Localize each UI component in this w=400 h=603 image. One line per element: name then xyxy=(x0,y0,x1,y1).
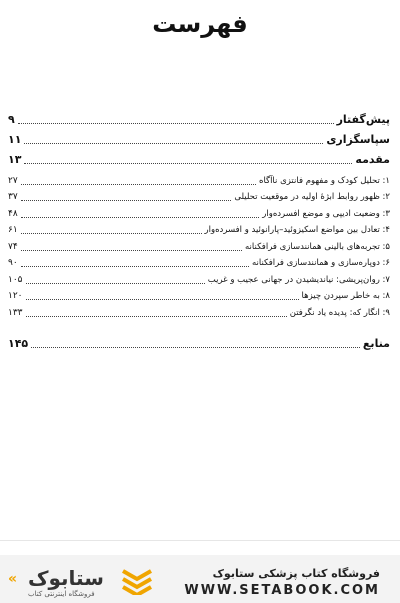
leader-dots xyxy=(21,250,242,251)
leader-dots xyxy=(21,217,260,218)
toc-entry-acknowledgements[interactable] xyxy=(8,132,390,148)
toc-chapter-4[interactable] xyxy=(8,222,390,239)
toc-entry-label: ۹: انگار که: پدیده یاد نگرفتن xyxy=(289,307,390,318)
toc-entry-page: ۹۰ xyxy=(8,258,18,268)
toc-entry-preface[interactable] xyxy=(8,112,390,128)
toc-entry-page: ۱۳۳ xyxy=(8,307,23,318)
toc-entry-label: منابع xyxy=(362,337,390,350)
toc-entry-page: ۳۷ xyxy=(8,192,18,202)
brand-tagline: فروشگاه اینترنتی کتاب xyxy=(28,590,95,598)
toc-entry-label: ۲: ظهور روابط ابژهٔ اولیه در موقعیت تحلیلی xyxy=(234,192,390,202)
leader-dots xyxy=(21,184,256,185)
toc-entry-page: ۱۰۵ xyxy=(8,274,23,285)
toc-entry-label: ۶: دوپاره‌سازی و همانندسازی فرافکنانه xyxy=(251,258,390,268)
toc-chapter-6[interactable] xyxy=(8,255,390,272)
store-url[interactable]: WWW.SETABOOK.COM xyxy=(184,583,380,598)
toc-entry-page: ۱۴۵ xyxy=(8,337,29,350)
toc-top-section xyxy=(8,112,390,172)
toc-entry-page: ۷۴ xyxy=(8,241,18,252)
toc-chapter-3[interactable] xyxy=(8,205,390,222)
footer-divider xyxy=(0,540,400,541)
leader-dots xyxy=(24,143,323,144)
leader-dots xyxy=(18,123,334,124)
toc-entry-page: ۹ xyxy=(8,113,15,126)
leader-dots xyxy=(21,200,232,201)
leader-dots xyxy=(26,299,299,300)
brand-arrows-icon: « xyxy=(8,571,18,587)
toc-entry-label: ۵: تجربه‌های بالینی همانندسازی فرافکنانه xyxy=(245,241,390,252)
page-title: فهرست xyxy=(152,10,248,38)
toc-entry-page: ۱۱ xyxy=(8,133,22,146)
toc-entry-label: ۴: تعادل بین مواضع اسکیزوئید–پارانوئید و افسرده‌وار xyxy=(204,225,390,235)
toc-entry-page: ۲۷ xyxy=(8,175,18,186)
toc-entry-label: ۱: تحلیل کودک و مفهوم فانتزی ناآگاه xyxy=(258,175,390,186)
leader-dots xyxy=(26,316,287,317)
toc-entry-page: ۴۸ xyxy=(8,208,18,219)
toc-entry-label: مقدمه xyxy=(355,153,390,166)
toc-chapters-section xyxy=(8,172,390,321)
toc-chapter-7[interactable] xyxy=(8,271,390,288)
leader-dots xyxy=(21,266,249,267)
toc-entry-label: ۸: به خاطر سپردن چیزها xyxy=(301,291,390,301)
toc-chapter-9[interactable] xyxy=(8,304,390,321)
toc-chapter-2[interactable] xyxy=(8,189,390,206)
leader-dots xyxy=(24,163,352,164)
toc-entry-label: پیش‌گفتار xyxy=(336,113,390,126)
toc-chapter-5[interactable] xyxy=(8,238,390,255)
toc-entry-page: ۱۲۰ xyxy=(8,291,23,301)
leader-dots xyxy=(21,233,202,234)
toc-entry-introduction[interactable] xyxy=(8,152,390,168)
book-logo-icon xyxy=(120,565,154,595)
toc-entry-label: ۳: وضعیت ادیپی و موضع افسرده‌وار xyxy=(262,208,390,219)
toc-entry-references[interactable] xyxy=(8,336,390,352)
toc-entry-label: ۷: روان‌پریشی: نیاندیشیدن در جهانی عجیب و غریب xyxy=(207,274,390,285)
store-name: فروشگاه کتاب پزشکی ستابوک xyxy=(212,567,380,580)
toc-chapter-8[interactable] xyxy=(8,288,390,305)
brand-logo-text: ستابوک xyxy=(28,566,104,590)
toc-chapter-1[interactable] xyxy=(8,172,390,189)
toc-references-section xyxy=(8,336,390,354)
toc-entry-page: ۱۳ xyxy=(8,153,22,166)
toc-entry-page: ۶۱ xyxy=(8,225,18,235)
toc-entry-label: سپاسگزاری xyxy=(326,133,390,146)
leader-dots xyxy=(31,347,360,348)
leader-dots xyxy=(26,283,205,284)
